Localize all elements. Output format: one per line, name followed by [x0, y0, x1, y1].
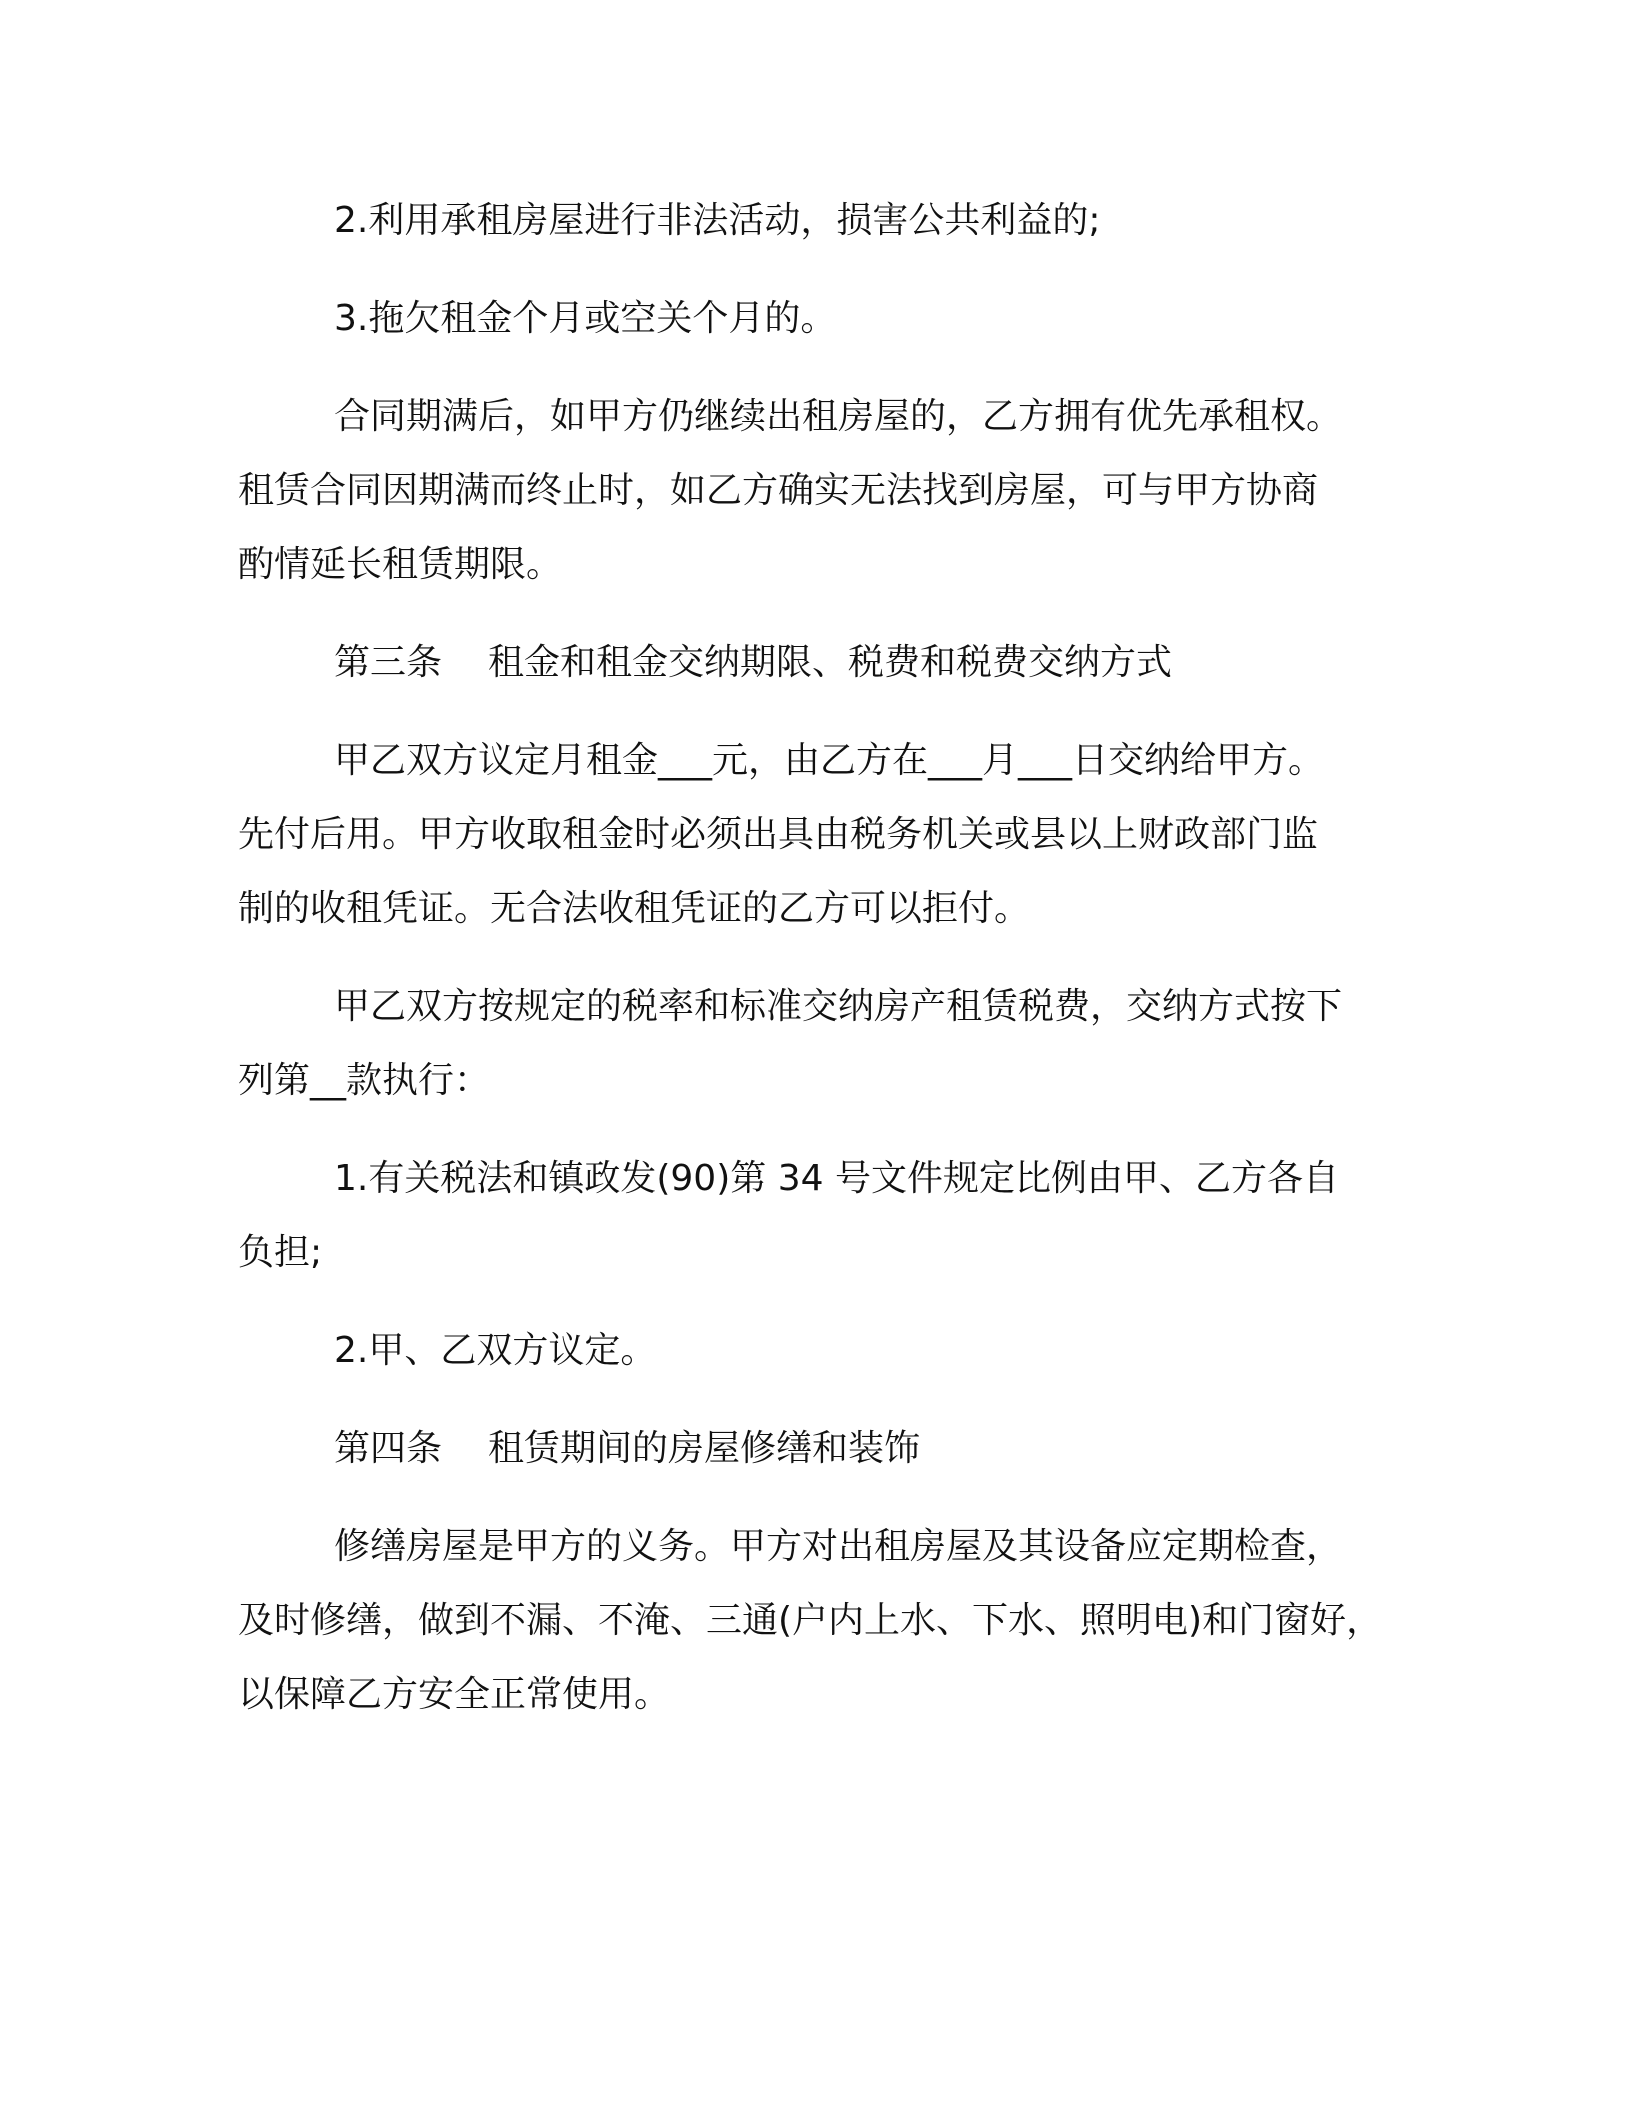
text-line: 先付后用。甲方收取租金时必须出具由税务机关或县以上财政部门监: [238, 814, 1319, 855]
article-title: 租金和租金交纳期限、税费和税费交纳方式: [488, 642, 1173, 683]
text-line: 3.拖欠租金个月或空关个月的。: [334, 298, 837, 339]
paragraph-repairs: [238, 1510, 1418, 1732]
paragraph-clause-3: [238, 282, 1418, 356]
paragraph-clause-2: [238, 184, 1418, 258]
text-line: 2.利用承租房屋进行非法活动，损害公共利益的;: [334, 200, 1101, 241]
text-line: 租赁合同因期满而终止时，如乙方确实无法找到房屋，可与甲方协商: [238, 470, 1319, 511]
text-line: 列第__款执行：: [238, 1060, 491, 1101]
text-line: 制的收租凭证。无合法收租凭证的乙方可以拒付。: [238, 888, 1031, 929]
text-line: 修缮房屋是甲方的义务。甲方对出租房屋及其设备应定期检查，: [334, 1526, 1343, 1567]
section-heading-article-4: [238, 1412, 1418, 1486]
article-title: 租赁期间的房屋修缮和装饰: [488, 1428, 921, 1469]
text-line: 1.有关税法和镇政发(90)第 34 号文件规定比例由甲、乙方各自: [334, 1158, 1339, 1199]
text-line: 甲乙双方议定月租金___元，由乙方在___月___日交纳给甲方。: [334, 740, 1325, 781]
article-number: 第三条: [334, 642, 443, 683]
paragraph-tax: [238, 970, 1418, 1118]
section-heading-article-3: [238, 626, 1418, 700]
text-line: 酌情延长租赁期限。: [238, 544, 563, 585]
document-body: [238, 184, 1418, 1756]
text-line: 甲乙双方按规定的税率和标准交纳房产租赁税费，交纳方式按下: [334, 986, 1343, 1027]
article-number: 第四条: [334, 1428, 443, 1469]
text-line: 及时修缮，做到不漏、不淹、三通(户内上水、下水、照明电)和门窗好，: [238, 1600, 1383, 1641]
paragraph-tax-option-2: [238, 1314, 1418, 1388]
text-line: 2.甲、乙双方议定。: [334, 1330, 657, 1371]
paragraph-tax-option-1: [238, 1142, 1418, 1290]
text-line: 合同期满后，如甲方仍继续出租房屋的，乙方拥有优先承租权。: [334, 396, 1343, 437]
paragraph-rent: [238, 724, 1418, 946]
text-line: 以保障乙方安全正常使用。: [238, 1674, 671, 1715]
text-line: 负担;: [238, 1232, 323, 1273]
paragraph-renewal: [238, 380, 1418, 602]
